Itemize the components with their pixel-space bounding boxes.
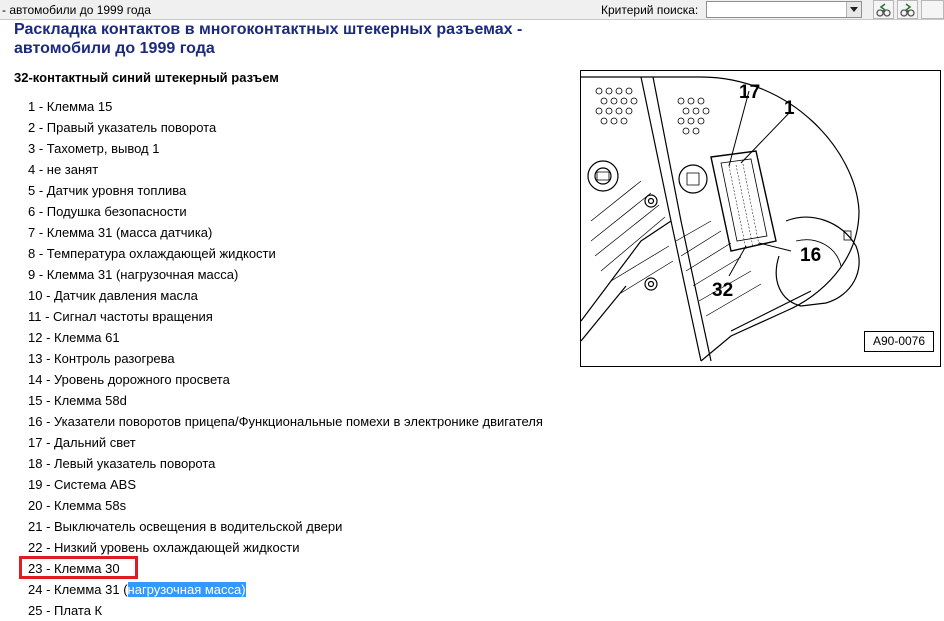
search-input[interactable] xyxy=(708,2,848,17)
pin-item-15: 15 - Клемма 58d xyxy=(28,393,127,408)
dashboard-connector-illustration xyxy=(581,71,941,367)
red-highlight-box xyxy=(19,556,138,579)
pin-item-14: 14 - Уровень дорожного просвета xyxy=(28,372,230,387)
document-title: - автомобили до 1999 года xyxy=(2,3,151,17)
pin-item-20: 20 - Клемма 58s xyxy=(28,498,127,513)
pin-item-11: 11 - Сигнал частоты вращения xyxy=(28,309,213,324)
pin-item-19: 19 - Система ABS xyxy=(28,477,136,492)
pin-item-1: 1 - Клемма 15 xyxy=(28,99,113,114)
pin-item-10: 10 - Датчик давления масла xyxy=(28,288,198,303)
pin-item-25: 25 - Плата К xyxy=(28,603,103,618)
pin-item-9: 9 - Клемма 31 (нагрузочная масса) xyxy=(28,267,239,282)
toolbar-overflow-button[interactable] xyxy=(921,0,944,19)
chevron-down-icon[interactable] xyxy=(846,2,861,17)
pin-item-8: 8 - Температура охлаждающей жидкости xyxy=(28,246,276,261)
pin-item-23: 23 - Клемма 30 xyxy=(28,561,120,576)
pin-item-5: 5 - Датчик уровня топлива xyxy=(28,183,187,198)
callout-16: 16 xyxy=(800,245,822,266)
figure-reference-label: A90-0076 xyxy=(864,331,934,352)
search-next-button[interactable] xyxy=(897,0,918,19)
pin-list xyxy=(28,96,543,621)
pin-item-21: 21 - Выключатель освещения в водительской двери xyxy=(28,519,343,534)
toolbar xyxy=(0,0,944,20)
pin-item-24-text: 24 - Клемма 31 ( xyxy=(28,582,128,597)
callout-17: 17 xyxy=(739,82,761,103)
pin-item-13: 13 - Контроль разогрева xyxy=(28,351,175,366)
pin-item-22: 22 - Низкий уровень охлаждающей жидкости xyxy=(28,540,300,555)
pin-item-6: 6 - Подушка безопасности xyxy=(28,204,187,219)
pin-item-16: 16 - Указатели поворотов прицепа/Функциональные помехи в электронике двигателя xyxy=(28,414,543,429)
pin-item-18: 18 - Левый указатель поворота xyxy=(28,456,216,471)
connector-subheading: 32-контактный синий штекерный разъем xyxy=(14,70,279,85)
pin-item-12: 12 - Клемма 61 xyxy=(28,330,120,345)
pin-item-7: 7 - Клемма 31 (масса датчика) xyxy=(28,225,213,240)
pin-item-4: 4 - не занят xyxy=(28,162,99,177)
page-title xyxy=(14,20,574,58)
connector-diagram xyxy=(580,70,941,367)
pin-item-24 xyxy=(28,579,543,600)
pin-item-17: 17 - Дальний свет xyxy=(28,435,136,450)
search-label: Критерий поиска: xyxy=(601,3,699,17)
search-previous-button[interactable] xyxy=(873,0,894,19)
text-selection[interactable]: нагрузочная масса) xyxy=(127,582,246,597)
pin-item-3: 3 - Тахометр, вывод 1 xyxy=(28,141,160,156)
callout-32: 32 xyxy=(712,280,734,301)
page-title-line-1: Раскладка контактов в многоконтактных штекерных разъемах - xyxy=(14,21,523,38)
binoculars-back-icon xyxy=(876,2,891,18)
page-title-line-2: автомобили до 1999 года xyxy=(14,40,215,57)
callout-1: 1 xyxy=(784,98,795,119)
pin-item-2: 2 - Правый указатель поворота xyxy=(28,120,217,135)
search-criteria-combobox[interactable] xyxy=(706,1,862,18)
binoculars-forward-icon xyxy=(900,2,915,18)
